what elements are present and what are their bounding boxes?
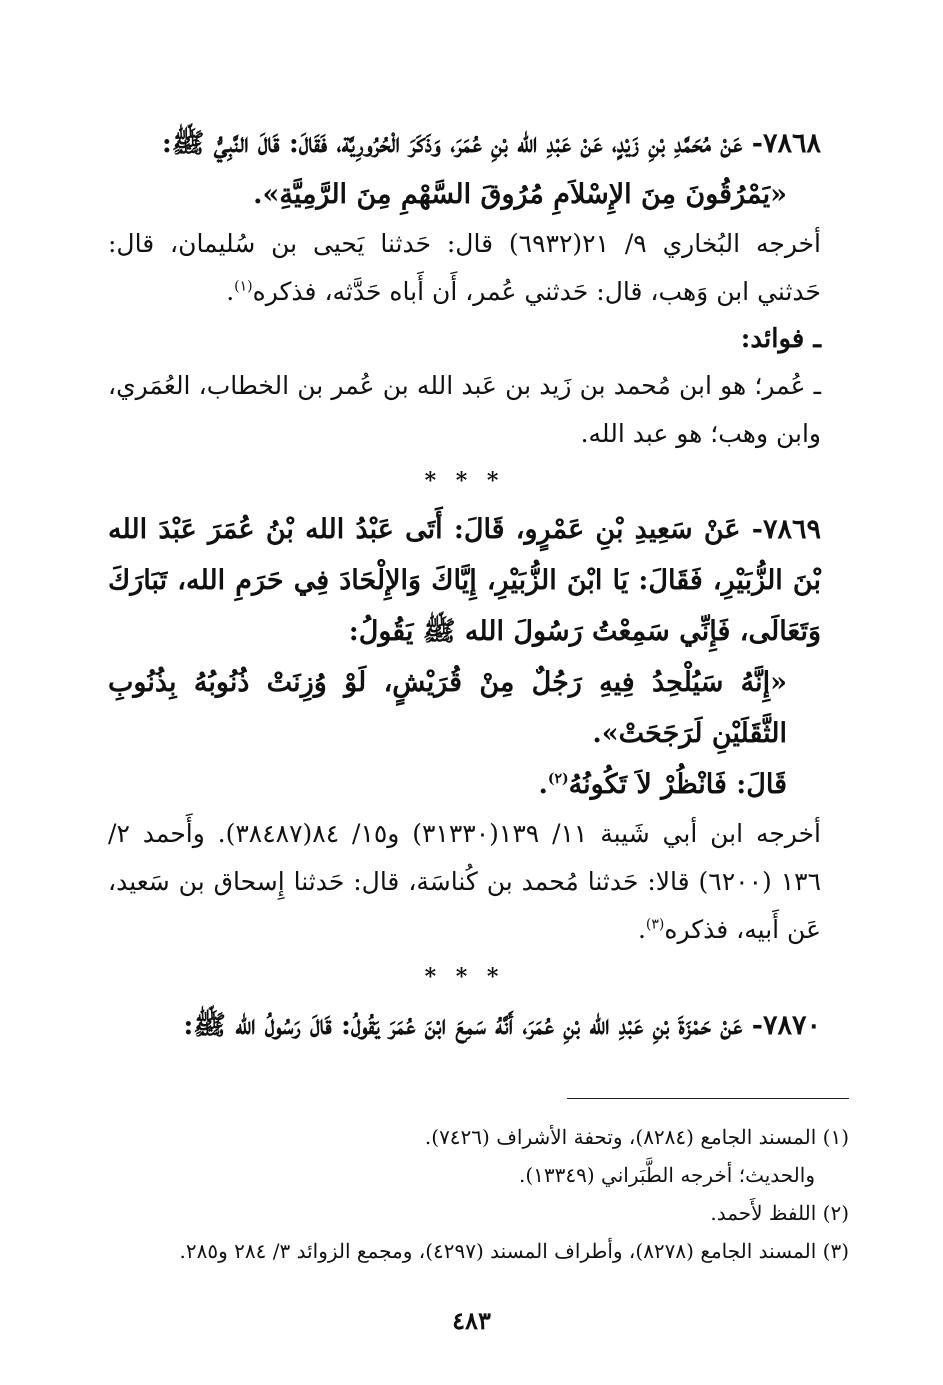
hadith-number: ٧٨٦٩- bbox=[751, 514, 821, 545]
hadith-quote-2: قَالَ: فَانْظُرْ لاَ تَكُونُهُ$^{(٢)}$. bbox=[538, 769, 787, 800]
hadith-text: عَنْ حَمْزَةَ بْنِ عَبْدِ الله بْنِ عُمَرَ، أَنَّهُ سَمِعَ ابْنَ عُمَرَ يَقُولُ: قَالَ رَسُولُ الله ﷺ: bbox=[183, 1010, 743, 1041]
benefits-heading: ـ فوائد: bbox=[740, 324, 821, 354]
section-separator: * * * bbox=[424, 964, 505, 990]
hadith-number: ٧٨٦٨- bbox=[751, 128, 821, 159]
page-number: ٤٨٣ bbox=[452, 1306, 491, 1335]
footnote-1: (١) المسند الجامع (٨٢٨٤)، وتحفة الأشراف (٧٤٢٦). bbox=[424, 1125, 849, 1149]
footnote-2: (٢) اللفظ لأَحمد. bbox=[710, 1201, 849, 1225]
footnotes bbox=[96, 1118, 849, 1270]
hadith-7868 bbox=[108, 118, 821, 169]
hadith-quote: «إِنَّهُ سَيُلْحِدُ فِيهِ رَجُلٌ مِنْ قُرَيْشٍ، لَوْ وُزِنَتْ ذُنُوبُهُ بِذُنُوبِ الثَّقَلَيْنِ لَرَجَحَتْ». bbox=[108, 667, 787, 749]
footnote-1-continued: والحديث؛ أخرجه الطَّبَراني (١٣٣٤٩). bbox=[518, 1163, 815, 1187]
hadith-7870 bbox=[108, 1000, 821, 1051]
quote2-text: قَالَ: فَانْظُرْ لاَ تَكُونُهُ bbox=[568, 769, 787, 800]
hadith-source: أخرجه البُخاري ٩/ ٢١(٦٩٣٢) قال: حَدثنا يَحيى بن سُليمان، قال: حَدثني ابن وَهب، قال: حَدثني عُمر، أَن أَباه حَدَّثه، فذكره$^{(١)}$. bbox=[108, 229, 822, 306]
hadith-number: ٧٨٧٠- bbox=[751, 1010, 821, 1041]
footnote-ref: (١) bbox=[234, 278, 253, 295]
benefits-text: ـ عُمر؛ هو ابن مُحمد بن زَيد بن عَبد الله بن عُمر بن الخطاب، العُمَري، وابن وهب؛ هو عبد الله. bbox=[108, 371, 821, 448]
hadith-text: عَنْ سَعِيدِ بْنِ عَمْرٍو، قَالَ: أَتَى عَبْدُ الله بْنُ عُمَرَ عَبْدَ الله بْنَ الزُّبَيْرِ، فَقَالَ: يَا ابْنَ الزُّبَيْرِ، إِيَّاكَ وَالإِلْحَادَ فِي حَرَمِ الله، تَبَارَكَ وَتَعَالَى، فَإِنِّي سَمِعْتُ رَسُولَ الله ﷺ يَقُولُ: bbox=[108, 514, 821, 647]
source-text: أخرجه البُخاري ٩/ ٢١(٦٩٣٢) قال: حَدثنا يَحيى بن سُليمان، قال: حَدثني ابن وَهب، قال: حَدثني عُمر، أَن أَباه حَدَّثه، فذكره bbox=[108, 229, 822, 306]
footnote-ref: (٢) bbox=[547, 771, 569, 787]
hadith-text: عَنْ مُحَمَّدِ بْنِ زَيْدٍ، عَنْ عَبْدِ الله بْنِ عُمَرَ، وَذَكَرَ الْحُرُورِيَّة، فَقَالَ: قَالَ النَّبِيُّ ﷺ: bbox=[161, 128, 743, 159]
source-text: أخرجه ابن أبي شَيبة ١١/ ١٣٩(٣١٣٣٠) و١٥/ ٨٤(٣٨٤٨٧). وأَحمد ٢/ ١٣٦ (٦٢٠٠) قالا: حَدثنا مُحمد بن كُناسَة، قال: حَدثنا إِسحاق بن سَعيد، عَن أَبيه، فذكره bbox=[108, 819, 822, 944]
footnote-ref: (٣) bbox=[645, 916, 665, 933]
section-separator: * * * bbox=[424, 468, 505, 494]
hadith-7869 bbox=[108, 504, 821, 657]
footnote-divider bbox=[567, 1098, 849, 1099]
hadith-quote: «يَمْرُقُونَ مِنَ الإِسْلاَمِ مُرُوقَ السَّهْمِ مِنَ الرَّمِيَّةِ». bbox=[253, 179, 787, 210]
footnote-3: (٣) المسند الجامع (٨٢٧٨)، وأطراف المسند (٤٢٩٧)، ومجمع الزوائد ٣/ ٢٨٤ و٢٨٥. bbox=[179, 1239, 849, 1263]
hadith-source: أخرجه ابن أبي شَيبة ١١/ ١٣٩(٣١٣٣٠) و١٥/ ٨٤(٣٨٤٨٧). وأَحمد ٢/ ١٣٦ (٦٢٠٠) قالا: حَدثنا مُحمد بن كُناسَة، قال: حَدثنا إِسحاق بن سَعيد، عَن أَبيه، فذكره$^{(٣)}$. bbox=[108, 819, 822, 944]
